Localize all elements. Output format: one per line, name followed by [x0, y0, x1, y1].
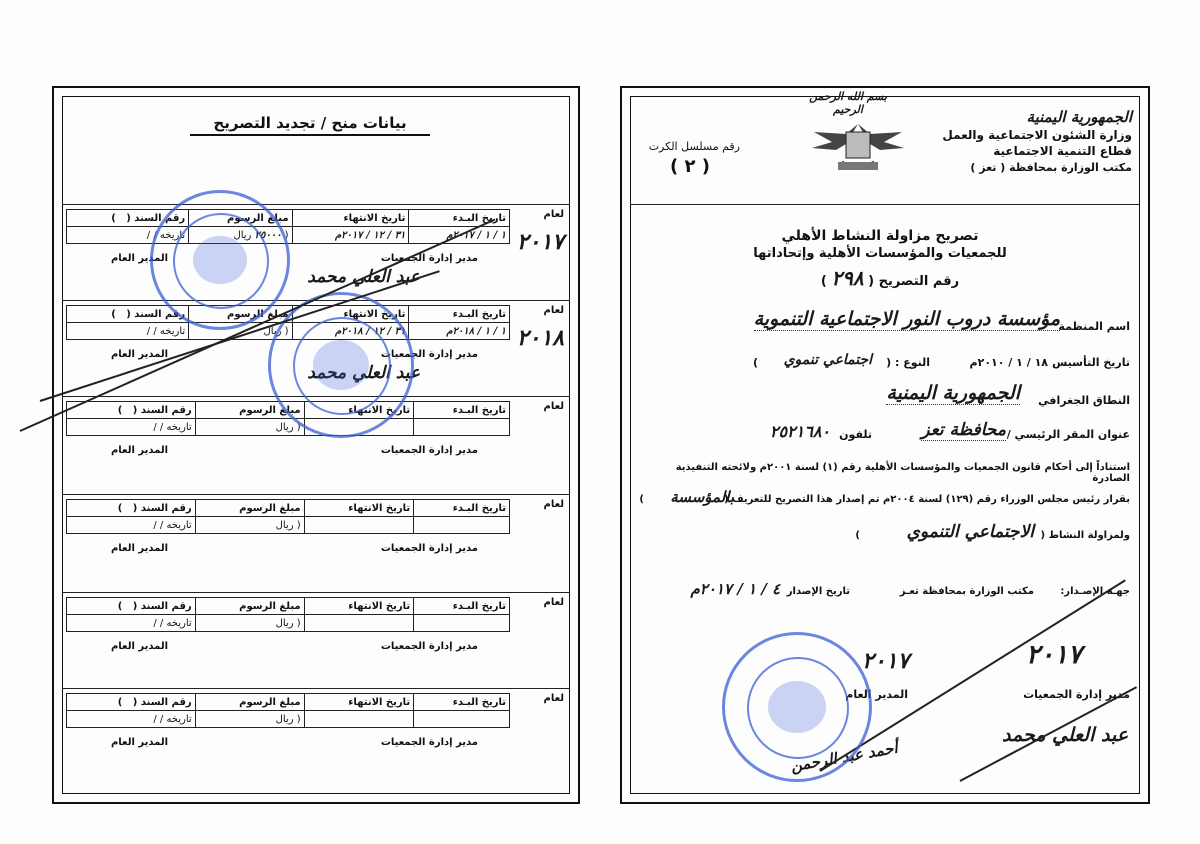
block-manager-assoc: مدير إدارة الجمعيات — [380, 543, 478, 554]
end-value — [304, 517, 414, 534]
date-value: تاريخه / / — [67, 615, 196, 632]
permit-number-row — [780, 266, 1000, 290]
legal-paragraph-line1: استناداً إلى أحكام قانون الجمعيات والمؤسسات الأهلية رقم (١) لسنة ٢٠٠١م ولائحته التنفيذية الصادرة — [675, 462, 1130, 484]
block-year-label: لعام — [543, 209, 564, 220]
geo-row — [640, 382, 1130, 412]
fee-value: ( ريال — [195, 711, 304, 728]
block-year-label: لعام — [543, 305, 564, 316]
end-value — [304, 615, 414, 632]
block-manager-general: المدير العام — [110, 253, 168, 264]
date-value: تاريخه / / — [67, 711, 196, 728]
end-value: ٣١ / ١٢ / ٢٠١٧م — [292, 227, 409, 244]
end-header: تاريخ الانتهاء — [304, 694, 414, 711]
footer-year-scribble: ٢٠١٧ — [1026, 640, 1082, 670]
start-header: تاريخ البـدء — [414, 500, 510, 517]
block-manager-general: المدير العام — [110, 349, 168, 360]
permit-number-label: رقم التصريح ( — [868, 274, 960, 289]
receipt-header: رقم السند ( ) — [67, 210, 189, 227]
issue-authority-label: جهـة الإصـدار: — [1060, 586, 1130, 597]
end-value — [304, 711, 414, 728]
end-header: تاريخ الانتهاء — [304, 402, 414, 419]
start-header: تاريخ البـدء — [414, 402, 510, 419]
yemen-emblem — [806, 118, 910, 180]
hq-row — [630, 420, 1130, 448]
type-close: ) — [752, 356, 758, 369]
start-header: تاريخ البـدء — [409, 210, 510, 227]
receipt-header: رقم السند ( ) — [67, 306, 189, 323]
fee-value: ( ريال — [195, 615, 304, 632]
date-value: تاريخه / / — [67, 227, 189, 244]
official-stamp-left-top — [150, 190, 290, 330]
footer-signature-1: عبد العلي محمد — [1002, 724, 1129, 746]
block-table — [66, 693, 510, 728]
end-value: ٣١ / ١٢ / ٢٠١٨م — [292, 323, 409, 340]
start-header: تاريخ البـدء — [414, 694, 510, 711]
block-year-label: لعام — [543, 597, 564, 608]
permit-title: تصريح مزاولة النشاط الأهلي — [781, 228, 979, 244]
republic-title: الجمهورية اليمنية — [1026, 108, 1132, 126]
footer-manager-assoc: مدير إدارة الجمعيات — [1023, 688, 1130, 701]
org-name-label: اسم المنظمة — [1058, 320, 1130, 333]
phone-label: تلفون — [839, 428, 872, 441]
paragraph-line2-fill: بالمؤسسة — [670, 488, 734, 506]
start-header: تاريخ البـدء — [409, 306, 510, 323]
renewal-block — [62, 688, 570, 781]
end-header: تاريخ الانتهاء — [292, 210, 409, 227]
block-table — [66, 597, 510, 632]
phone-value: ٢٥٢١٦٨٠ — [769, 422, 830, 441]
founding-value: ١٨ / ١ / ٢٠١٠م — [969, 356, 1048, 369]
footer-signature-2: أحمد عبد الرحمن — [789, 738, 899, 776]
paragraph-line3-close: ) — [855, 530, 860, 541]
fee-header: مبلغ الرسوم — [189, 306, 292, 323]
issue-date-label: تاريخ الإصدار — [786, 586, 850, 597]
fee-value: ( ريال — [195, 419, 304, 436]
block-manager-assoc: مدير إدارة الجمعيات — [380, 445, 478, 456]
start-value: ١ / ١ / ٢٠١٧م — [409, 227, 510, 244]
date-value: تاريخه / / — [67, 323, 189, 340]
block-year-label: لعام — [543, 401, 564, 412]
permit-subtitle: للجمعيات والمؤسسات الأهلية وإتحاداتها — [753, 246, 1007, 261]
footer-manager-general: المدير العام — [845, 688, 908, 701]
hq-value: محافظة تعز — [921, 420, 1006, 440]
start-value — [414, 711, 510, 728]
fee-value: ( ريال — [189, 323, 292, 340]
block-manager-assoc: مدير إدارة الجمعيات — [380, 349, 478, 360]
block-manager-general: المدير العام — [110, 543, 168, 554]
receipt-header: رقم السند ( ) — [67, 402, 196, 419]
left-page-title: بيانات منح / تجديد التصريح — [190, 114, 430, 136]
hq-label: عنوان المقر الرئيسي / — [1006, 428, 1130, 441]
fee-value: ( ٢٥٠٠٠ ريال — [189, 227, 292, 244]
type-label: النوع : ( — [886, 356, 930, 369]
footer-year-scribble-2: ٢٠١٧ — [862, 648, 910, 674]
founding-row — [640, 352, 1130, 376]
block-table — [66, 209, 510, 244]
org-name-value: مؤسسة دروب النور الاجتماعية التنموية — [753, 308, 1060, 330]
block-manager-general: المدير العام — [110, 641, 168, 652]
geo-label: النطاق الجغرافي — [1038, 394, 1130, 407]
legal-paragraph-line3 — [636, 522, 1130, 550]
issue-date-value: ٤ / ١ / ٢٠١٧م — [690, 580, 780, 598]
issue-authority-value: مكتب الوزارة بمحافظة تعـز — [899, 586, 1034, 597]
founding-label: تاريخ التأسيس — [1052, 356, 1130, 369]
block-year-value: ٢٠١٧ — [516, 229, 564, 255]
start-value — [414, 419, 510, 436]
official-stamp-right — [722, 632, 872, 782]
block-manager-assoc: مدير إدارة الجمعيات — [380, 737, 478, 748]
receipt-header: رقم السند ( ) — [67, 500, 196, 517]
fee-header: مبلغ الرسوم — [195, 598, 304, 615]
end-header: تاريخ الانتهاء — [304, 500, 414, 517]
block-manager-assoc: مدير إدارة الجمعيات — [380, 641, 478, 652]
block-signature: عبد العلي محمد — [307, 267, 420, 287]
office-name: مكتب الوزارة بمحافظة ( تعز ) — [970, 161, 1132, 174]
fee-header: مبلغ الرسوم — [195, 694, 304, 711]
renewal-block — [62, 592, 570, 685]
block-table — [66, 499, 510, 534]
legal-paragraph-line2 — [636, 488, 1130, 512]
permit-number-close: ) — [820, 274, 827, 289]
date-value: تاريخه / / — [67, 517, 196, 534]
permit-number-value: ٢٩٨ — [831, 266, 864, 290]
fee-value: ( ريال — [195, 517, 304, 534]
end-header: تاريخ الانتهاء — [304, 598, 414, 615]
block-manager-assoc: مدير إدارة الجمعيات — [380, 253, 478, 264]
serial-label: رقم مسلسل الكرت — [648, 140, 740, 153]
block-manager-general: المدير العام — [110, 445, 168, 456]
fee-header: مبلغ الرسوم — [195, 402, 304, 419]
start-value — [414, 517, 510, 534]
serial-value: ( ٢ ) — [670, 156, 710, 177]
paragraph-line3-fill: الاجتماعي التنموي — [906, 522, 1034, 542]
issue-row — [640, 580, 1130, 606]
block-year-label: لعام — [543, 499, 564, 510]
fee-header: مبلغ الرسوم — [195, 500, 304, 517]
org-name-row — [700, 308, 1130, 338]
paragraph-line3-text: ولمزاولة النشاط ( — [1040, 530, 1130, 541]
block-manager-general: المدير العام — [110, 737, 168, 748]
ministry-name: وزارة الشئون الاجتماعية والعمل — [942, 128, 1132, 142]
fee-header: مبلغ الرسوم — [189, 210, 292, 227]
start-header: تاريخ البـدء — [414, 598, 510, 615]
receipt-header: رقم السند ( ) — [67, 694, 196, 711]
sector-name: قطاع التنمية الاجتماعية — [993, 144, 1132, 158]
renewal-block — [62, 494, 570, 587]
block-signature: عبد العلي محمد — [307, 363, 420, 383]
receipt-header: رقم السند ( ) — [67, 598, 196, 615]
start-value: ١ / ١ / ٢٠١٨م — [409, 323, 510, 340]
bismillah-text: بسم الله الرحمن الرحيم — [809, 90, 887, 116]
ministry-header — [900, 108, 1132, 174]
type-value: اجتماعي تنموي — [783, 352, 872, 368]
end-header: تاريخ الانتهاء — [292, 306, 409, 323]
start-value — [414, 615, 510, 632]
paragraph-line2-text: بقرار رئيس مجلس الوزراء رقم (١٢٩) لسنة ٢٠٠٤م تم إصدار هذا التصريح للتعريف ( — [723, 494, 1130, 505]
geo-value: الجمهورية اليمنية — [886, 382, 1020, 404]
paragraph-line2-close: ) — [639, 494, 644, 505]
date-value: تاريخه / / — [67, 419, 196, 436]
header-divider — [630, 204, 1140, 205]
block-year-label: لعام — [543, 693, 564, 704]
official-stamp-left-middle — [268, 292, 414, 438]
block-year-value: ٢٠١٨ — [516, 325, 564, 351]
